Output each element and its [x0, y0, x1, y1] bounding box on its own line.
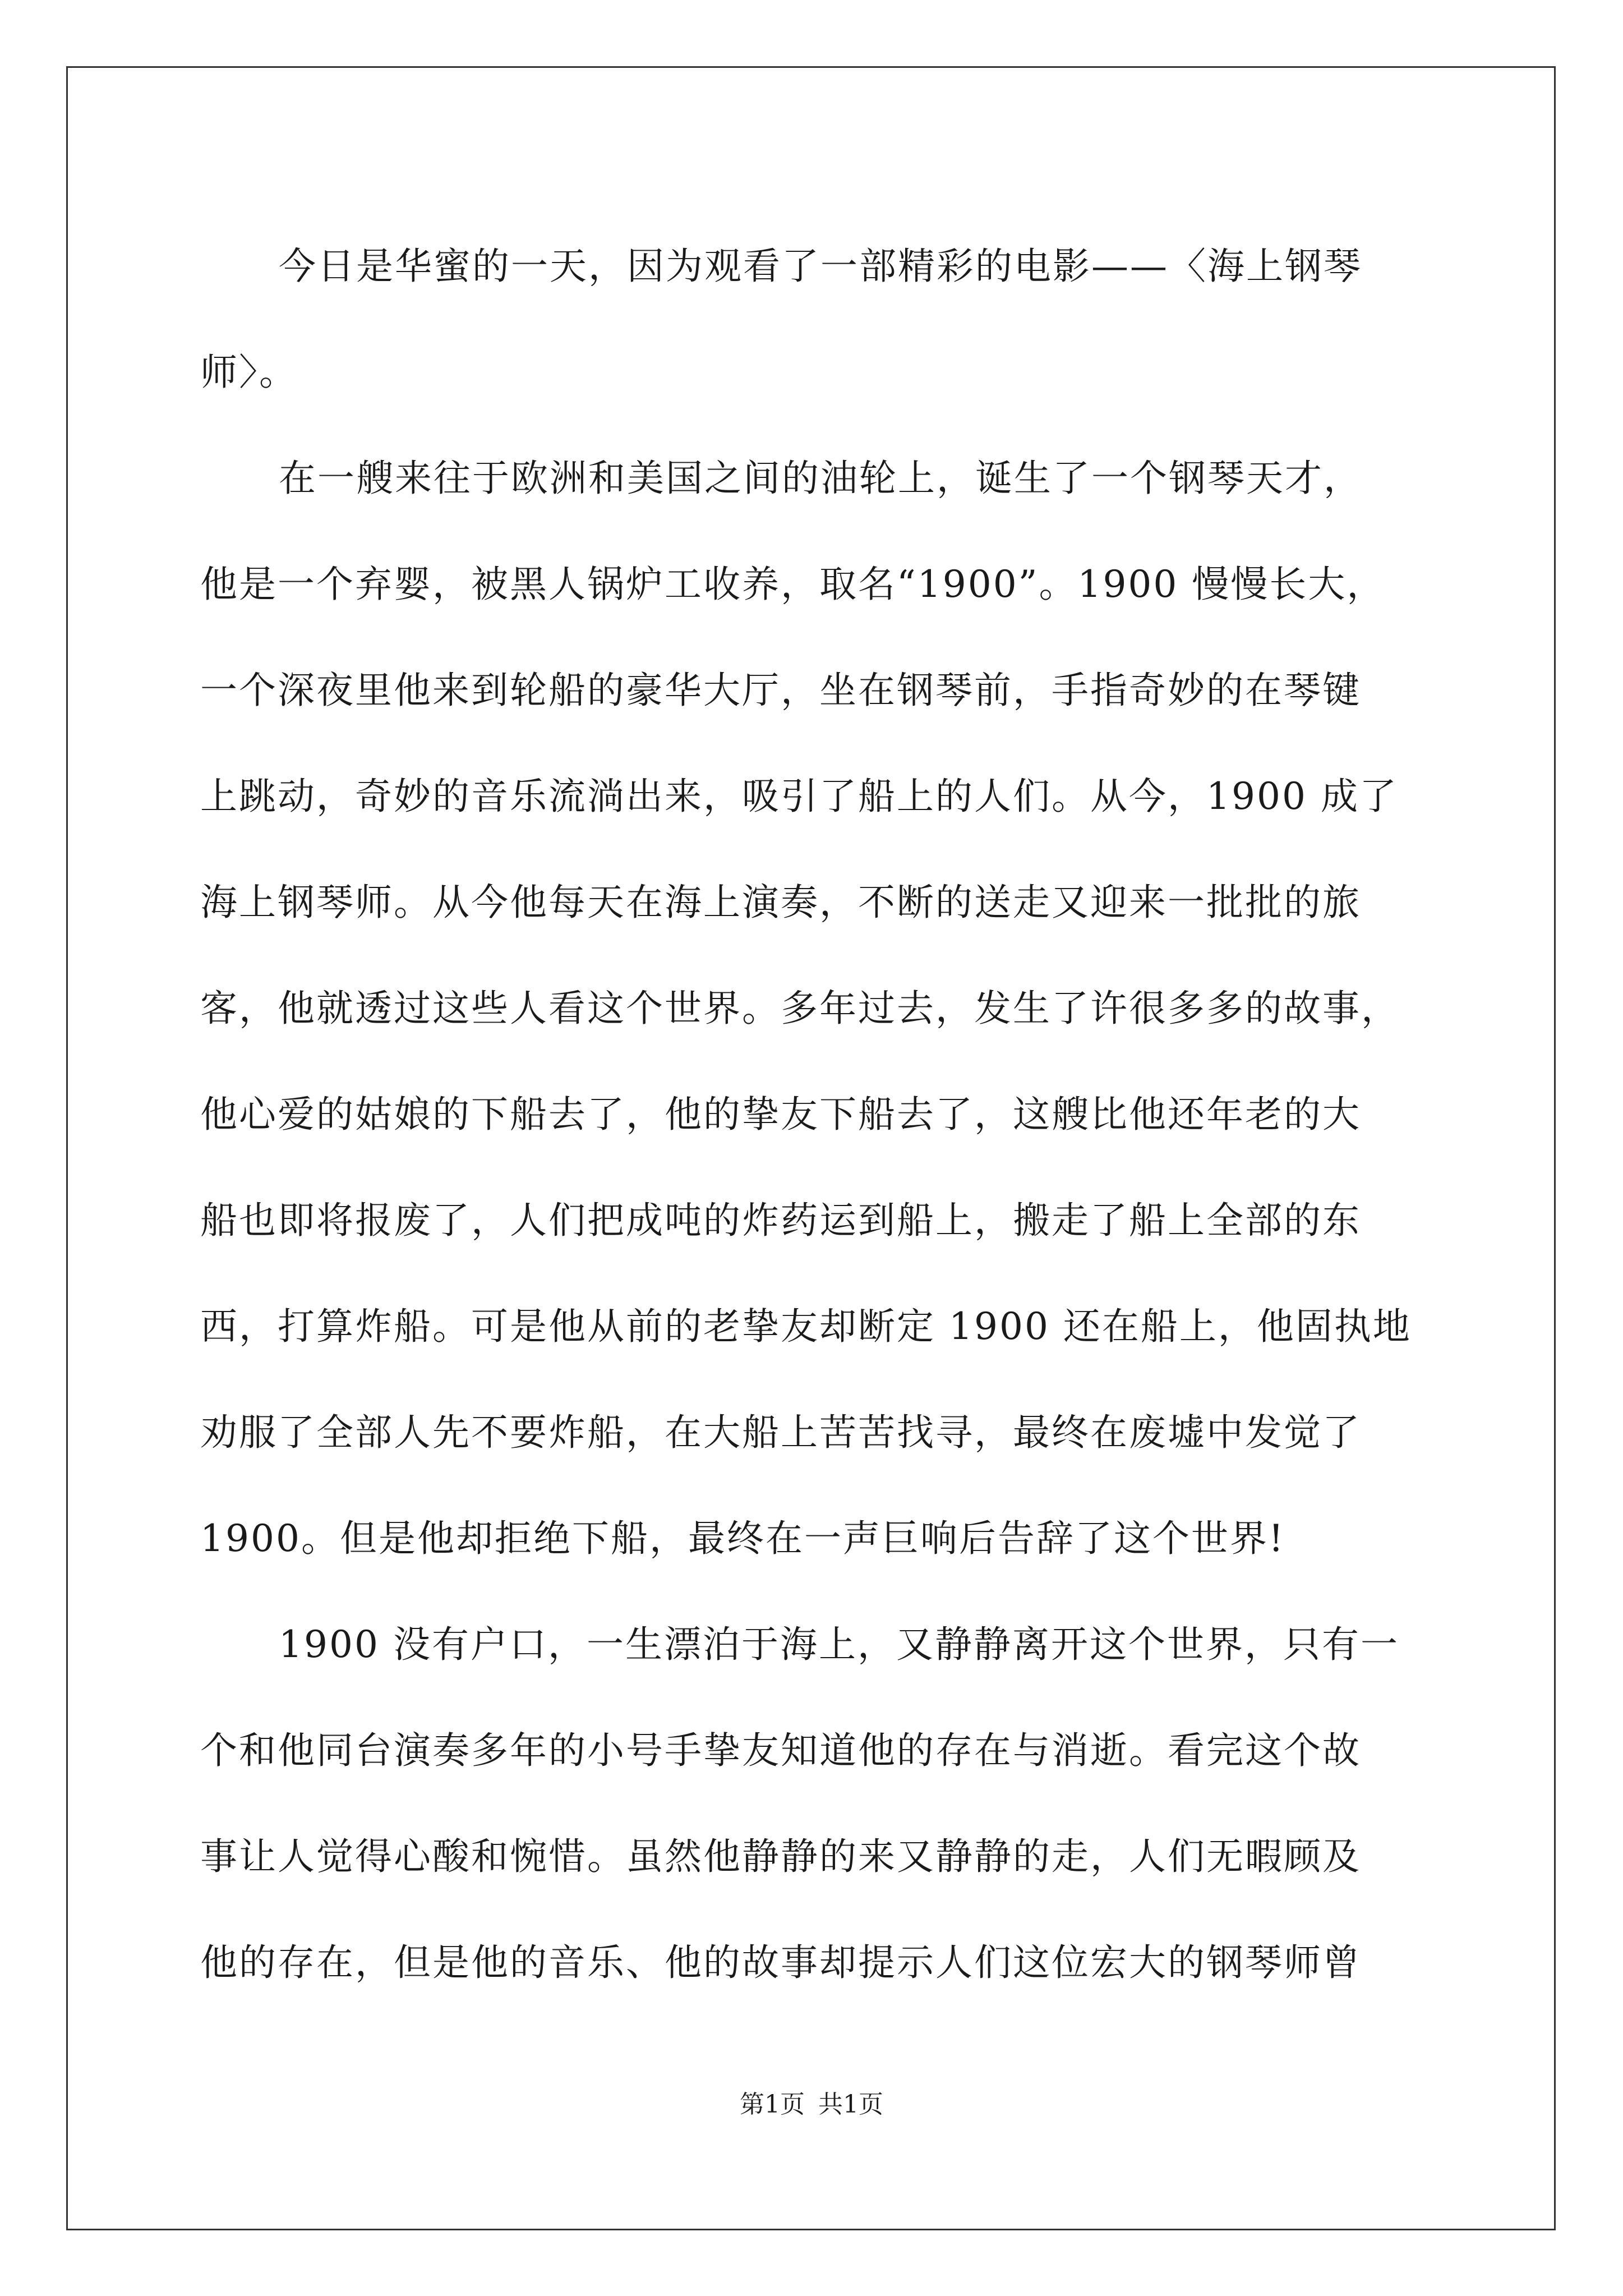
text-line: 上跳动，奇妙的音乐流淌出来，吸引了船上的人们。从今，1900 成了	[200, 775, 1398, 818]
text-line: 个和他同台演奏多年的小号手挚友知道他的存在与消逝。看完这个故	[200, 1729, 1361, 1772]
text-line: 客，他就透过这些人看这个世界。多年过去，发生了许很多多的故事，	[200, 987, 1400, 1030]
text-line: 他心爱的姑娘的下船去了，他的挚友下船去了，这艘比他还年老的大	[200, 1093, 1361, 1136]
text-line: 在一艘来往于欧洲和美国之间的油轮上，诞生了一个钢琴天才，	[279, 457, 1362, 500]
paragraph-3	[200, 1591, 1479, 2016]
text-line: 他是一个弃婴，被黑人锅炉工收养，取名“1900”。1900 慢慢长大，	[200, 563, 1386, 606]
text-line: 他的存在，但是他的音乐、他的故事却提示人们这位宏大的钢琴师曾	[200, 1941, 1361, 1984]
text-line: 师〉。	[200, 351, 298, 394]
text-line: 事让人觉得心酸和惋惜。虽然他静静的来又静静的走，人们无暇顾及	[200, 1835, 1361, 1878]
text-line: 船也即将报废了，人们把成吨的炸药运到船上，搬走了船上全部的东	[200, 1199, 1361, 1242]
text-line: 1900。但是他却拒绝下船，最终在一声巨响后告辞了这个世界!	[200, 1517, 1285, 1560]
text-line: 海上钢琴师。从今他每天在海上演奏，不断的送走又迎来一批批的旅	[200, 881, 1361, 924]
page-footer: 第1页 共1页	[740, 2090, 883, 2119]
text-line: 西，打算炸船。可是他从前的老挚友却断定 1900 还在船上，他固执地	[200, 1305, 1412, 1348]
document-body	[200, 213, 1479, 2016]
paragraph-1	[200, 213, 1479, 425]
text-line: 劝服了全部人先不要炸船，在大船上苦苦找寻，最终在废墟中发觉了	[200, 1411, 1361, 1454]
paragraph-2	[200, 425, 1479, 1591]
text-line: 今日是华蜜的一天，因为观看了一部精彩的电影——〈海上钢琴	[279, 245, 1362, 288]
text-line: 1900 没有户口，一生漂泊于海上，又静静离开这个世界，只有一	[279, 1623, 1399, 1666]
text-line: 一个深夜里他来到轮船的豪华大厅，坐在钢琴前，手指奇妙的在琴键	[200, 669, 1361, 712]
